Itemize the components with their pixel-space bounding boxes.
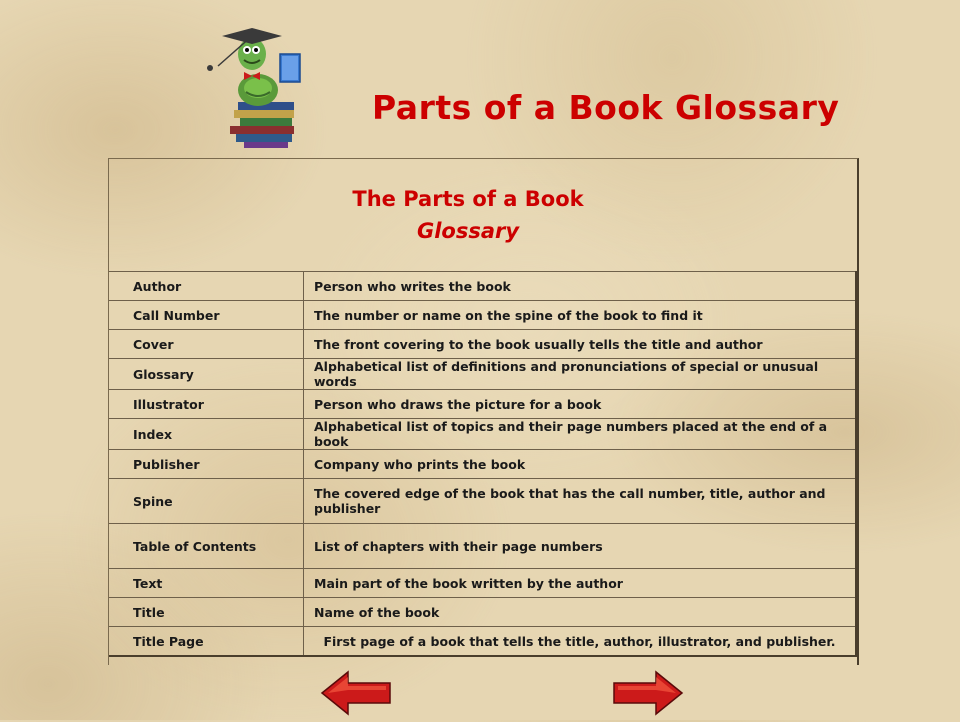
glossary-definition: Name of the book [304,598,857,627]
glossary-term: Index [109,419,304,450]
arrow-right-icon [610,668,686,718]
glossary-definition: Person who writes the book [304,272,857,301]
glossary-definition: Company who prints the book [304,450,857,479]
glossary-term: Spine [109,479,304,524]
table-row [109,627,856,657]
table-row [109,419,856,450]
glossary-panel [108,158,859,665]
table-row [109,390,856,419]
glossary-term: Publisher [109,450,304,479]
table-row [109,301,856,330]
glossary-term: Title Page [109,627,304,657]
glossary-definition: Main part of the book written by the author [304,569,857,598]
glossary-definition: List of chapters with their page numbers [304,524,857,569]
glossary-table [109,271,857,657]
glossary-term: Glossary [109,359,304,390]
table-row [109,330,856,359]
previous-button[interactable] [318,668,394,718]
glossary-definition: Person who draws the picture for a book [304,390,857,419]
arrow-left-icon [318,668,394,718]
glossary-subheading: Glossary [416,219,520,243]
glossary-term: Author [109,272,304,301]
page-title: Parts of a Book Glossary [372,88,840,127]
glossary-term: Cover [109,330,304,359]
table-row [109,479,856,524]
glossary-definition: Alphabetical list of definitions and pronunciations of special or unusual words [304,359,857,390]
next-button[interactable] [610,668,686,718]
glossary-definition: The number or name on the spine of the book to find it [304,301,857,330]
table-row [109,272,856,301]
table-row [109,450,856,479]
glossary-term: Text [109,569,304,598]
table-row [109,598,856,627]
glossary-term: Illustrator [109,390,304,419]
glossary-heading: The Parts of a Book [352,187,584,211]
table-row [109,359,856,390]
glossary-definition: First page of a book that tells the title, author, illustrator, and publisher. [304,627,857,657]
bookworm-illustration [200,22,312,152]
glossary-term: Title [109,598,304,627]
table-row [109,569,856,598]
glossary-definition: The covered edge of the book that has the call number, title, author and publisher [304,479,857,524]
glossary-term: Table of Contents [109,524,304,569]
glossary-term: Call Number [109,301,304,330]
glossary-definition: Alphabetical list of topics and their page numbers placed at the end of a book [304,419,857,450]
table-row [109,524,856,569]
glossary-definition: The front covering to the book usually tells the title and author [304,330,857,359]
